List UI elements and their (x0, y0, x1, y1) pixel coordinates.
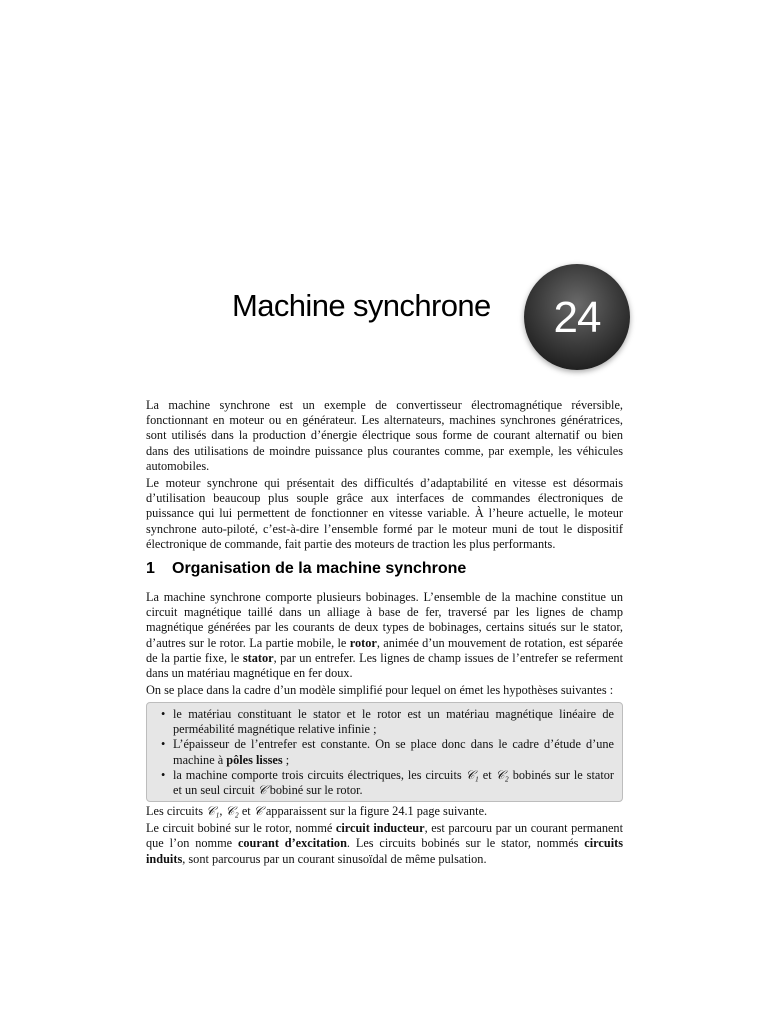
symbol-c: 𝒞 (257, 783, 267, 798)
text-run: , (219, 804, 226, 818)
intro-paragraph-1: La machine synchrone est un exemple de convertisseur électromagnétique réversible, fonctionnant en moteur ou en générateur. Les alternateurs, machines synchrones génératrices, sont utilisés dans la production d’énergie électrique sous forme de courant alternatif ou bien dans des utilisations de moindre puissance plus courantes comme, par exemple, les véhicules automobiles. (146, 398, 623, 473)
after-hypotheses (146, 804, 623, 869)
section-paragraph-1 (146, 590, 623, 681)
term-stator: stator (242, 650, 274, 665)
text-run: , animée d’un mouvement de rotation, est séparée de la partie fixe, le (146, 635, 623, 665)
section-body (146, 590, 623, 700)
bullet: • (161, 767, 166, 782)
term-courant-excitation: courant d’excitation (237, 836, 347, 851)
bullet: • (161, 707, 166, 721)
text-run: et (478, 767, 496, 782)
section-title: Organisation de la machine synchrone (172, 560, 467, 577)
section-number: 1 (146, 560, 155, 577)
chapter-number-badge (524, 264, 630, 370)
text-run: , par un entrefer. Les lignes de champ issues de l’entrefer se referment dans un matériau magnétique en fer doux. (146, 650, 623, 681)
section-heading (146, 560, 466, 578)
text-run: L’épaisseur de l’entrefer est constante. On se place donc dans le cadre d’étude d’une machine à (173, 737, 614, 767)
hypotheses-box (146, 702, 623, 802)
term-circuit-inducteur: circuit inducteur (335, 821, 425, 836)
text-run: bobiné sur le rotor. (266, 783, 363, 798)
hypothesis-item (161, 737, 614, 767)
text-run: , sont parcourus par un courant sinusoïdal de même pulsation. (182, 851, 487, 866)
chapter-introduction (146, 398, 623, 554)
symbol-c1: 𝒞₁ (465, 767, 479, 782)
symbol-c2: 𝒞₂ (225, 804, 239, 818)
chapter-title: Machine synchrone (232, 288, 491, 323)
symbol-c1: 𝒞₁ (206, 804, 220, 818)
term-circuits-induits: circuits induits (146, 836, 624, 866)
symbol-c2: 𝒞₂ (495, 767, 509, 782)
text-run: la machine comporte trois circuits électriques, les circuits (173, 767, 466, 782)
symbol-c: 𝒞 (253, 804, 263, 818)
text-run: ; (282, 752, 290, 767)
intro-paragraph-2: Le moteur synchrone qui présentait des difficultés d’adaptabilité en vitesse est désormais d’utilisation beaucoup plus souple grâce aux interfaces de commandes électroniques de puissance qui lui permettent de fonctionner en vitesse variable. À l’heure actuelle, le moteur synchrone auto-piloté, c’est-à-dire l’ensemble formé par le moteur muni de tout le dispositif électronique de commande, fait partie des moteurs de traction les plus performants. (146, 476, 623, 551)
term-rotor: rotor (349, 635, 377, 650)
text-run: Les circuits (146, 804, 207, 818)
after-paragraph-2 (146, 821, 623, 867)
chapter-number: 24 (553, 293, 601, 342)
text-run: bobinés sur le stator et un seul circuit (173, 767, 614, 798)
chapter-header (0, 262, 768, 372)
text-run: apparaissent sur la figure 24.1 page suivante. (262, 804, 488, 818)
section-paragraph-2: On se place dans la cadre d’un modèle simplifié pour lequel on émet les hypothèses suivantes : (146, 683, 614, 698)
text-run: . Les circuits bobinés sur le stator, nommés (346, 836, 585, 851)
term-poles-lisses: pôles lisses (226, 752, 283, 767)
text-run: le matériau constituant le stator et le rotor est un matériau magnétique linéaire de perméabilité magnétique relative infinie ; (173, 707, 614, 737)
text-run: Le circuit bobiné sur le rotor, nommé (146, 821, 336, 836)
hypotheses-list (155, 707, 614, 798)
text-run: La machine synchrone comporte plusieurs bobinages. L’ensemble de la machine constitue un circuit magnétique taillé dans un alliage à base de fer, traversé par les lignes de champ magnétique générées par les courants de deux types de bobinages, certains situés sur le stator, d’autres sur le rotor. La partie mobile, le (146, 590, 623, 650)
text-run: et (238, 804, 254, 818)
after-paragraph-1 (146, 804, 623, 819)
hypothesis-item (161, 707, 614, 737)
text-run: , est parcouru par un courant permanent que l’on nomme (146, 821, 623, 851)
bullet: • (161, 737, 166, 752)
hypothesis-item (161, 767, 614, 798)
